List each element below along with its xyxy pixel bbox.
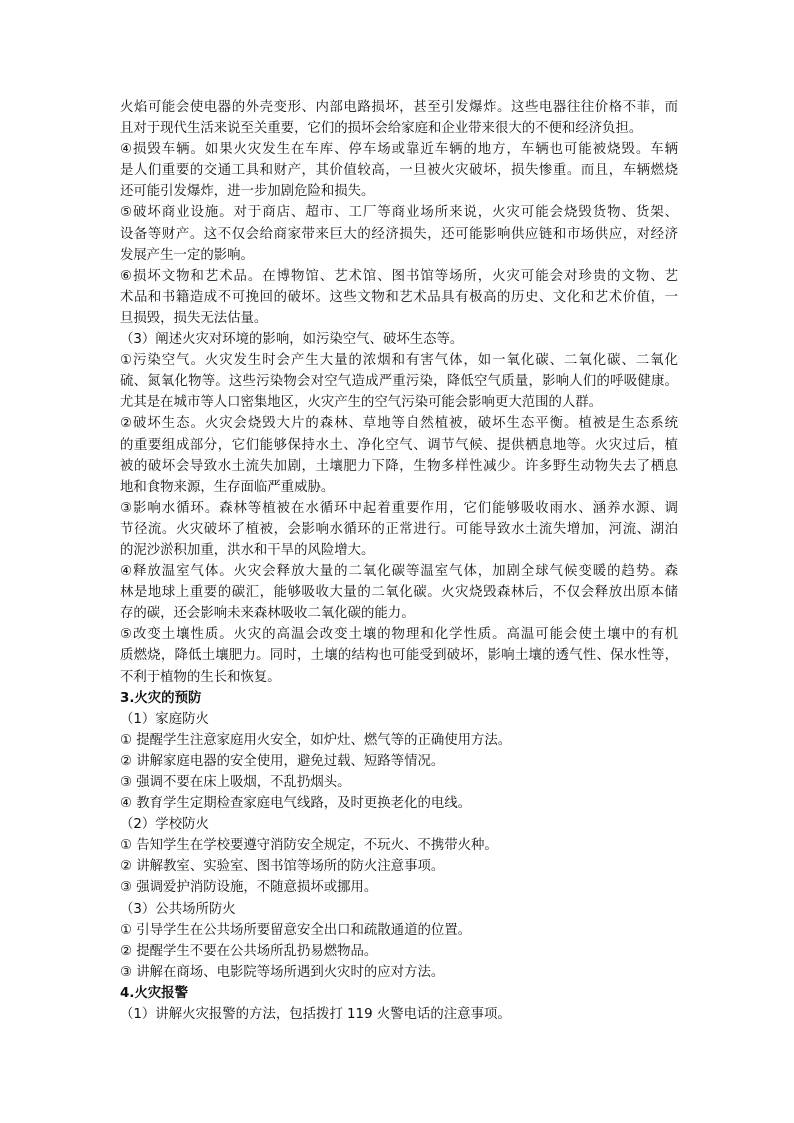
text-line: （1）家庭防火 — [120, 711, 209, 727]
text-line: ⑤破坏商业设施。对于商店、超市、工厂等商业场所来说，火灾可能会烧毁货物、货架、 — [120, 205, 678, 221]
text-line: 旦损毁，损失无法估量。 — [120, 310, 268, 326]
text-line: 且对于现代生活来说至关重要，它们的损坏会给家庭和企业带来很大的不便和经济负担。 — [120, 121, 643, 137]
section-heading: 3.火灾的预防 — [120, 690, 202, 706]
text-line: 不利于植物的生长和恢复。 — [120, 669, 281, 685]
text-line: 存的碳，还会影响未来森林吸收二氧化碳的能力。 — [120, 606, 415, 622]
text-line: （1）讲解火灾报警的方法，包括拨打 119 火警电话的注意事项。 — [120, 1007, 511, 1023]
text-line: 质燃烧，降低土壤肥力。同时，土壤的结构也可能受到破坏，影响土壤的透气性、保水性等， — [120, 648, 678, 664]
text-line: ③ 强调爱护消防设施，不随意损坏或挪用。 — [120, 880, 378, 896]
text-line: ⑥损坏文物和艺术品。在博物馆、艺术馆、图书馆等场所，火灾可能会对珍贵的文物、艺 — [120, 268, 678, 284]
text-line: 术品和书籍造成不可挽回的破坏。这些文物和艺术品具有极高的历史、文化和艺术价值，一 — [120, 289, 678, 305]
text-line: （2）学校防火 — [120, 817, 209, 833]
text-line: 设备等财产。这不仅会给商家带来巨大的经济损失，还可能影响供应链和市场供应，对经济 — [120, 226, 678, 242]
text-line: 节径流。火灾破坏了植被，会影响水循环的正常进行。可能导致水土流失增加，河流、湖泊 — [120, 521, 678, 537]
text-line: ③影响水循环。森林等植被在水循环中起着重要作用，它们能够吸收雨水、涵养水源、调 — [120, 500, 678, 516]
text-line: 尤其是在城市等人口密集地区，火灾产生的空气污染可能会影响更大范围的人群。 — [120, 395, 603, 411]
text-line: ④ 教育学生定期检查家庭电气线路，及时更换老化的电线。 — [120, 796, 472, 812]
text-line: ① 引导学生在公共场所要留意安全出口和疏散通道的位置。 — [120, 922, 472, 938]
text-line: 的重要组成部分，它们能够保持水土、净化空气、调节气候、提供栖息地等。火灾过后，植 — [120, 437, 678, 453]
text-line: ①污染空气。火灾发生时会产生大量的浓烟和有害气体，如一氧化碳、二氧化碳、二氧化 — [120, 353, 678, 369]
text-line: 被的破坏会导致水土流失加剧，土壤肥力下降，生物多样性减少。许多野生动物失去了栖息 — [120, 458, 678, 474]
text-line: 还可能引发爆炸，进一步加剧危险和损失。 — [120, 184, 375, 200]
document-body — [120, 97, 678, 1025]
text-line: 林是地球上重要的碳汇，能够吸收大量的二氧化碳。火灾烧毁森林后，不仅会释放出原本储 — [120, 585, 678, 601]
text-line: ④损毁车辆。如果火灾发生在车库、停车场或靠近车辆的地方，车辆也可能被烧毁。车辆 — [120, 142, 678, 158]
text-line: ⑤改变土壤性质。火灾的高温会改变土壤的物理和化学性质。高温可能会使土壤中的有机 — [120, 627, 678, 643]
text-line: （3）公共场所防火 — [120, 901, 236, 917]
text-line: 地和食物来源，生存面临严重威胁。 — [120, 479, 335, 495]
text-line: 火焰可能会使电器的外壳变形、内部电路损坏，甚至引发爆炸。这些电器往往价格不菲，而 — [120, 100, 678, 115]
text-line: 的泥沙淤积加重，洪水和干旱的风险增大。 — [120, 542, 375, 558]
text-line: ① 提醒学生注意家庭用火安全，如炉灶、燃气等的正确使用方法。 — [120, 732, 512, 748]
text-line: 是人们重要的交通工具和财产，其价值较高，一旦被火灾破坏，损失惨重。而且，车辆燃烧 — [120, 163, 678, 179]
text-line: 硫、氮氧化物等。这些污染物会对空气造成严重污染，降低空气质量，影响人们的呼吸健康。 — [120, 374, 678, 390]
text-line: ③ 强调不要在床上吸烟，不乱扔烟头。 — [120, 775, 351, 790]
section-heading: 4.火灾报警 — [120, 985, 188, 1001]
text-line: 发展产生一定的影响。 — [120, 247, 254, 263]
text-line: ② 讲解教室、实验室、图书馆等场所的防火注意事项。 — [120, 859, 445, 875]
text-line: ②破坏生态。火灾会烧毁大片的森林、草地等自然植被，破坏生态平衡。植被是生态系统 — [120, 416, 678, 432]
text-line: ② 提醒学生不要在公共场所乱扔易燃物品。 — [120, 943, 378, 959]
text-line: ④释放温室气体。火灾会释放大量的二氧化碳等温室气体，加剧全球气候变暖的趋势。森 — [120, 564, 678, 580]
text-line: ② 讲解家庭电器的安全使用，避免过载、短路等情况。 — [120, 753, 445, 769]
text-line: （3）阐述火灾对环境的影响，如污染空气、破坏生态等。 — [120, 332, 464, 348]
text-line: ③ 讲解在商场、电影院等场所遇到火灾时的应对方法。 — [120, 964, 445, 980]
text-line: ① 告知学生在学校要遵守消防安全规定，不玩火、不携带火种。 — [120, 838, 498, 854]
